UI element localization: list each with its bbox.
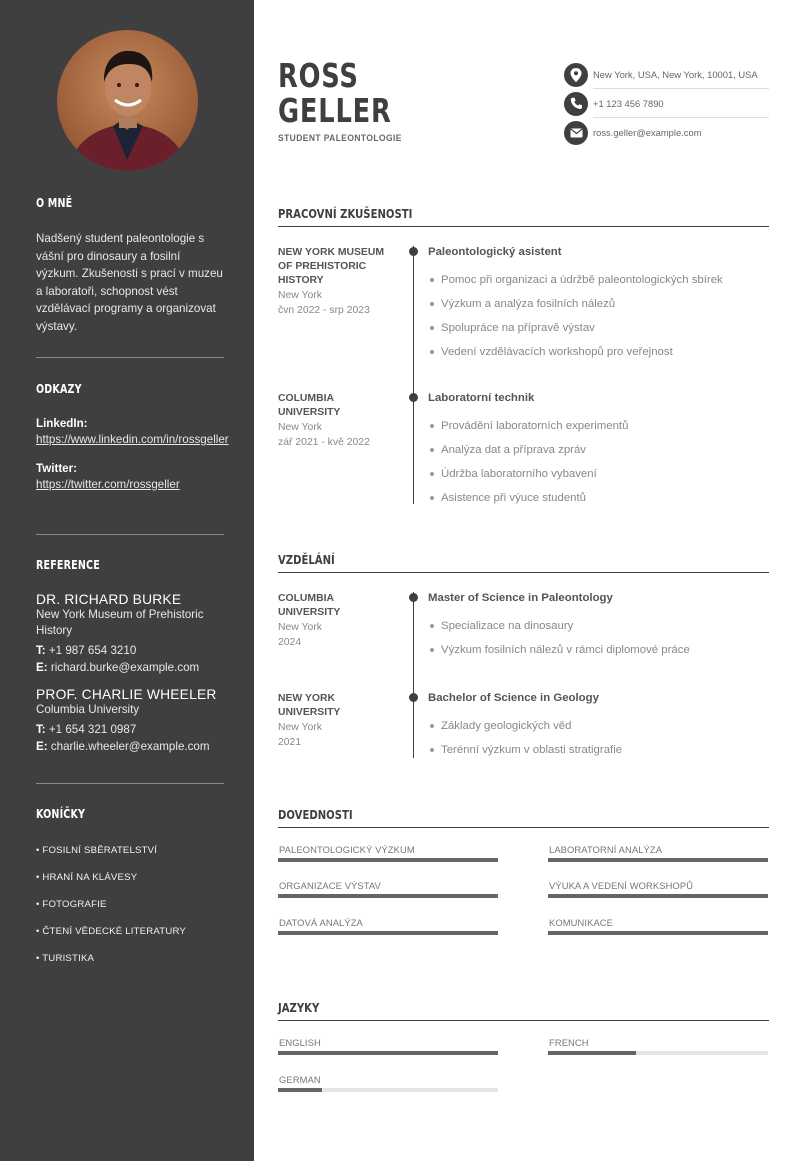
last-name: GELLER: [278, 91, 392, 130]
twitter-label: Twitter:: [36, 461, 78, 475]
envelope-icon: [564, 121, 588, 145]
skill-bar: [548, 931, 768, 935]
entry-bullet: Výzkum a analýza fosilních nálezů: [428, 292, 769, 316]
sidebar-divider: [36, 357, 224, 358]
reference-item: [36, 687, 224, 755]
hobby-item: • ČTENÍ VĚDECKÉ LITERATURY: [36, 926, 187, 937]
experience-heading: [278, 205, 769, 227]
entry-bullet: Specializace na dinosaury: [428, 614, 769, 638]
entry-location: New York: [278, 622, 322, 633]
entry-bullet: Asistence při výuce studentů: [428, 486, 769, 510]
skills-heading-text: DOVEDNOSTI: [278, 808, 353, 822]
skill-bar-fill: [278, 931, 498, 935]
references-heading: REFERENCE: [36, 557, 100, 572]
sidebar: [0, 0, 254, 1161]
entry-location: New York: [278, 422, 322, 433]
reference-email: charlie.wheeler@example.com: [50, 740, 210, 753]
hobbies-section: [36, 806, 224, 980]
entry-org: COLUMBIA UNIVERSITY: [278, 593, 341, 618]
skill-item: [548, 917, 768, 935]
skill-item: [548, 844, 768, 862]
experience-entry: [278, 392, 769, 504]
reference-phone: +1 654 321 0987: [48, 723, 137, 736]
entry-bullet: Základy geologických věd: [428, 714, 769, 738]
languages-heading-text: JAZYKY: [278, 1001, 320, 1015]
entry-location: New York: [278, 722, 322, 733]
skill-bar-fill: [548, 894, 768, 898]
skill-bar: [548, 894, 768, 898]
location-pin-icon: [564, 63, 588, 87]
entry-bullet: Pomoc při organizaci a údržbě paleontologických sbírek: [428, 268, 769, 292]
contact-phone-text: +1 123 456 7890: [593, 98, 664, 109]
timeline-dot: [409, 393, 418, 402]
skill-item: [278, 844, 498, 862]
about-text: Nadšený student paleontologie s vášní pro dinosaury a fosilní výzkum. Zkušenosti s prací v muzeu a laboratoři, schopnost vést vzdělávací programy a organizovat výstavy.: [36, 232, 223, 333]
education-entry: [278, 592, 769, 672]
reference-org: New York Museum of Prehistoric History: [36, 608, 204, 637]
email-label: E:: [36, 661, 48, 674]
phone-label: T:: [36, 723, 46, 736]
skill-label: KOMUNIKACE: [549, 917, 614, 928]
references-section: [36, 557, 224, 755]
skill-label: DATOVÁ ANALÝZA: [279, 917, 363, 928]
timeline-dot: [409, 693, 418, 702]
sidebar-divider: [36, 534, 224, 535]
language-bar: [278, 1051, 498, 1055]
about-section: [36, 195, 224, 335]
entry-org: NEW YORK UNIVERSITY: [278, 693, 341, 718]
links-section: [36, 381, 229, 493]
skill-label: PALEONTOLOGICKÝ VÝZKUM: [279, 844, 415, 855]
entry-dates: 2021: [278, 737, 302, 748]
reference-org: Columbia University: [36, 703, 140, 716]
language-item: [278, 1037, 498, 1055]
skill-item: [548, 880, 768, 898]
skill-bar-fill: [278, 894, 498, 898]
sidebar-divider: [36, 783, 224, 784]
language-item: [278, 1074, 498, 1092]
entry-role: Bachelor of Science in Geology: [428, 692, 599, 704]
links-heading: ODKAZY: [36, 381, 82, 396]
timeline-dot: [409, 247, 418, 256]
hobby-item: • TURISTIKA: [36, 953, 95, 964]
entry-bullet: Vedení vzdělávacích workshopů pro veřejnost: [428, 340, 769, 364]
twitter-link[interactable]: https://twitter.com/rossgeller: [36, 477, 180, 491]
skill-bar-fill: [548, 931, 768, 935]
hobby-item: • FOTOGRAFIE: [36, 899, 107, 910]
skill-bar: [278, 931, 498, 935]
timeline-dot: [409, 593, 418, 602]
language-label: GERMAN: [279, 1074, 321, 1085]
skill-item: [278, 880, 498, 898]
candidate-name: [278, 58, 392, 128]
first-name: ROSS: [278, 56, 359, 95]
entry-org: NEW YORK MUSEUM OF PREHISTORIC HISTORY: [278, 247, 385, 286]
language-item: [548, 1037, 768, 1055]
hobbies-heading: KONÍČKY: [36, 806, 86, 821]
skill-bar: [548, 858, 768, 862]
contact-address: [564, 60, 769, 89]
entry-bullet: Terénní výzkum v oblasti stratigrafie: [428, 738, 769, 762]
hobby-item: • FOSILNÍ SBĚRATELSTVÍ: [36, 845, 158, 856]
language-label: ENGLISH: [279, 1037, 321, 1048]
entry-dates: zář 2021 - kvě 2022: [278, 437, 370, 448]
entry-location: New York: [278, 290, 322, 301]
skill-item: [278, 917, 498, 935]
timeline-line: [413, 246, 414, 392]
entry-org: COLUMBIA UNIVERSITY: [278, 393, 341, 418]
email-label: E:: [36, 740, 48, 753]
language-label: FRENCH: [549, 1037, 589, 1048]
contact-email-text: ross.geller@example.com: [593, 127, 702, 138]
reference-email: richard.burke@example.com: [50, 661, 200, 674]
phone-label: T:: [36, 644, 46, 657]
language-bar: [278, 1088, 498, 1092]
entry-role: Laboratorní technik: [428, 392, 535, 404]
entry-bullet: Analýza dat a příprava zpráv: [428, 438, 769, 462]
timeline-line: [413, 592, 414, 692]
skill-bar: [278, 858, 498, 862]
entry-dates: 2024: [278, 637, 302, 648]
skill-label: LABORATORNÍ ANALÝZA: [549, 844, 663, 855]
contact-email: [564, 118, 769, 147]
skill-label: VÝUKA A VEDENÍ WORKSHOPŮ: [549, 880, 694, 891]
linkedin-label: LinkedIn:: [36, 417, 88, 430]
experience-heading-text: PRACOVNÍ ZKUŠENOSTI: [278, 207, 413, 221]
hobby-item: • HRANÍ NA KLÁVESY: [36, 872, 138, 883]
phone-icon: [564, 92, 588, 116]
reference-phone: +1 987 654 3210: [48, 644, 137, 657]
languages-heading: [278, 999, 769, 1021]
skill-bar-fill: [278, 858, 498, 862]
entry-bullet: Výzkum fosilních nálezů v rámci diplomové práce: [428, 638, 769, 662]
entry-bullet: Spolupráce na přípravě výstav: [428, 316, 769, 340]
entry-role: Paleontologický asistent: [428, 246, 562, 258]
contact-address-text: New York, USA, New York, 10001, USA: [593, 69, 758, 80]
experience-entry: [278, 246, 769, 366]
timeline-line: [413, 392, 414, 504]
avatar: [57, 30, 198, 171]
entry-role: Master of Science in Paleontology: [428, 592, 613, 604]
job-title: STUDENT PALEONTOLOGIE: [278, 133, 402, 144]
education-heading-text: VZDĚLÁNÍ: [278, 553, 335, 567]
entry-bullet: Provádění laboratorních experimentů: [428, 414, 769, 438]
reference-name: DR. RICHARD BURKE: [36, 592, 182, 607]
entry-dates: čvn 2022 - srp 2023: [278, 305, 370, 316]
reference-item: [36, 592, 224, 676]
language-bar-fill: [548, 1051, 636, 1055]
skills-heading: [278, 806, 769, 828]
linkedin-link[interactable]: https://www.linkedin.com/in/rossgeller: [36, 433, 229, 446]
contact-phone: [564, 89, 769, 118]
skill-bar: [278, 894, 498, 898]
skill-bar-fill: [548, 858, 768, 862]
skill-label: ORGANIZACE VÝSTAV: [279, 880, 381, 891]
portrait-image: [57, 30, 198, 171]
language-bar: [548, 1051, 768, 1055]
entry-bullet: Údržba laboratorního vybavení: [428, 462, 769, 486]
language-bar-fill: [278, 1088, 322, 1092]
education-heading: [278, 551, 769, 573]
language-bar-fill: [278, 1051, 498, 1055]
about-heading: O MNĚ: [36, 195, 73, 210]
reference-name: PROF. CHARLIE WHEELER: [36, 687, 217, 702]
education-entry: [278, 692, 769, 758]
